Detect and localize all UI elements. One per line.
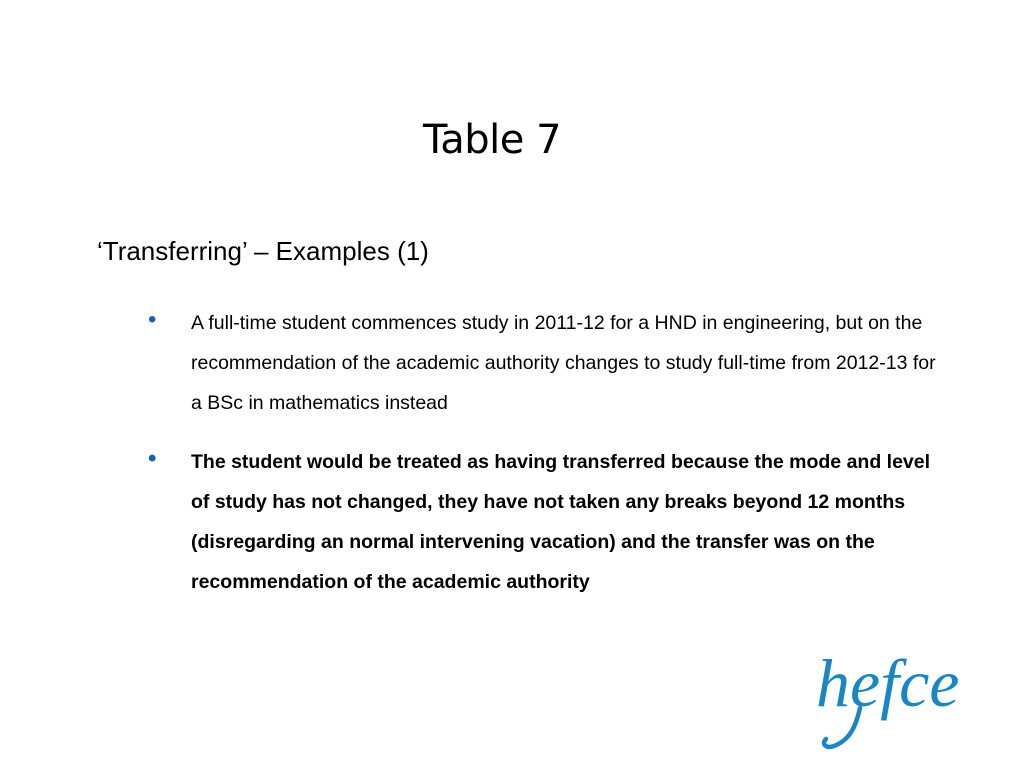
slide-subtitle: ‘Transferring’ – Examples (1) bbox=[97, 236, 429, 266]
bullet-text: A full-time student commences study in 2011-12 for a HND in engineering, but on the recommendation of the academic authority changes to study full-time from 2012-13 for a BSc in mathematics instead bbox=[191, 312, 936, 414]
bullet-text: The student would be treated as having transferred because the mode and level of study has not changed, they have not taken any breaks beyond 12 months (disregarding an normal intervening vacation) and the transfer was on the recommendation of the academic authority bbox=[191, 451, 931, 593]
hefce-logo bbox=[812, 638, 962, 753]
bullet-icon: • bbox=[148, 306, 157, 333]
bullet-item bbox=[148, 303, 938, 423]
bullet-item bbox=[148, 442, 938, 602]
slide-title: Table 7 bbox=[422, 117, 562, 163]
bullet-list bbox=[148, 303, 938, 602]
bullet-icon: • bbox=[148, 445, 157, 472]
logo-text: hefce bbox=[816, 645, 960, 721]
